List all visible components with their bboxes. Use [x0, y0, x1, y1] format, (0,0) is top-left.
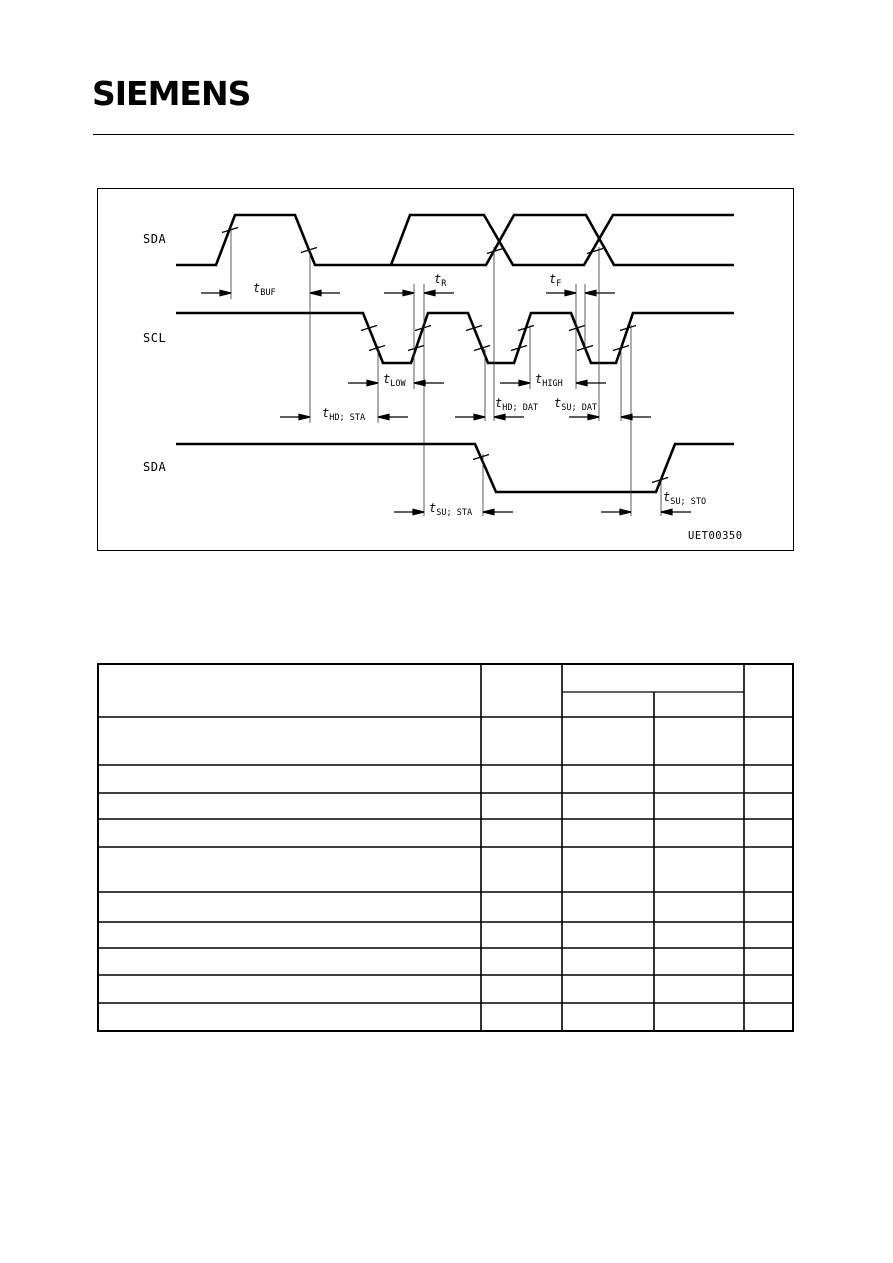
sda-top-waveform	[176, 215, 734, 265]
label-t-low: $t_{LOW}$	[383, 372, 406, 389]
label-t-hd-sta: $t_{HD; STA}$	[322, 406, 366, 423]
label-t-f: $t_F$	[549, 272, 562, 289]
i2c-timing-figure	[97, 188, 794, 551]
label-t-buf: $t_{BUF}$	[253, 281, 276, 298]
siemens-logo: SIEMENS	[92, 74, 251, 113]
scl-waveform	[176, 313, 734, 363]
label-t-su-sta: $t_{SU; STA}$	[429, 501, 473, 518]
label-t-r: $t_R$	[434, 272, 447, 289]
figure-id: UET00350	[688, 530, 743, 542]
label-t-su-sto: $t_{SU; STO}$	[663, 490, 707, 507]
signal-label-sda-bottom: SDA	[143, 460, 167, 474]
sda-top-waveform-branch	[391, 215, 734, 265]
table-grid-lines	[97, 663, 794, 1032]
label-t-high: $t_{HIGH}$	[535, 372, 563, 389]
signal-label-scl: SCL	[143, 331, 167, 345]
header-rule	[93, 134, 794, 135]
dimension-lines	[231, 226, 661, 516]
sda-bottom-waveform	[176, 444, 734, 492]
label-t-su-dat: $t_{SU; DAT}$	[554, 396, 598, 413]
signal-label-sda-top: SDA	[143, 232, 167, 246]
dimension-arrows	[201, 290, 691, 518]
characteristics-table	[97, 663, 794, 1032]
label-t-hd-dat: $t_{HD; DAT}$	[495, 396, 539, 413]
